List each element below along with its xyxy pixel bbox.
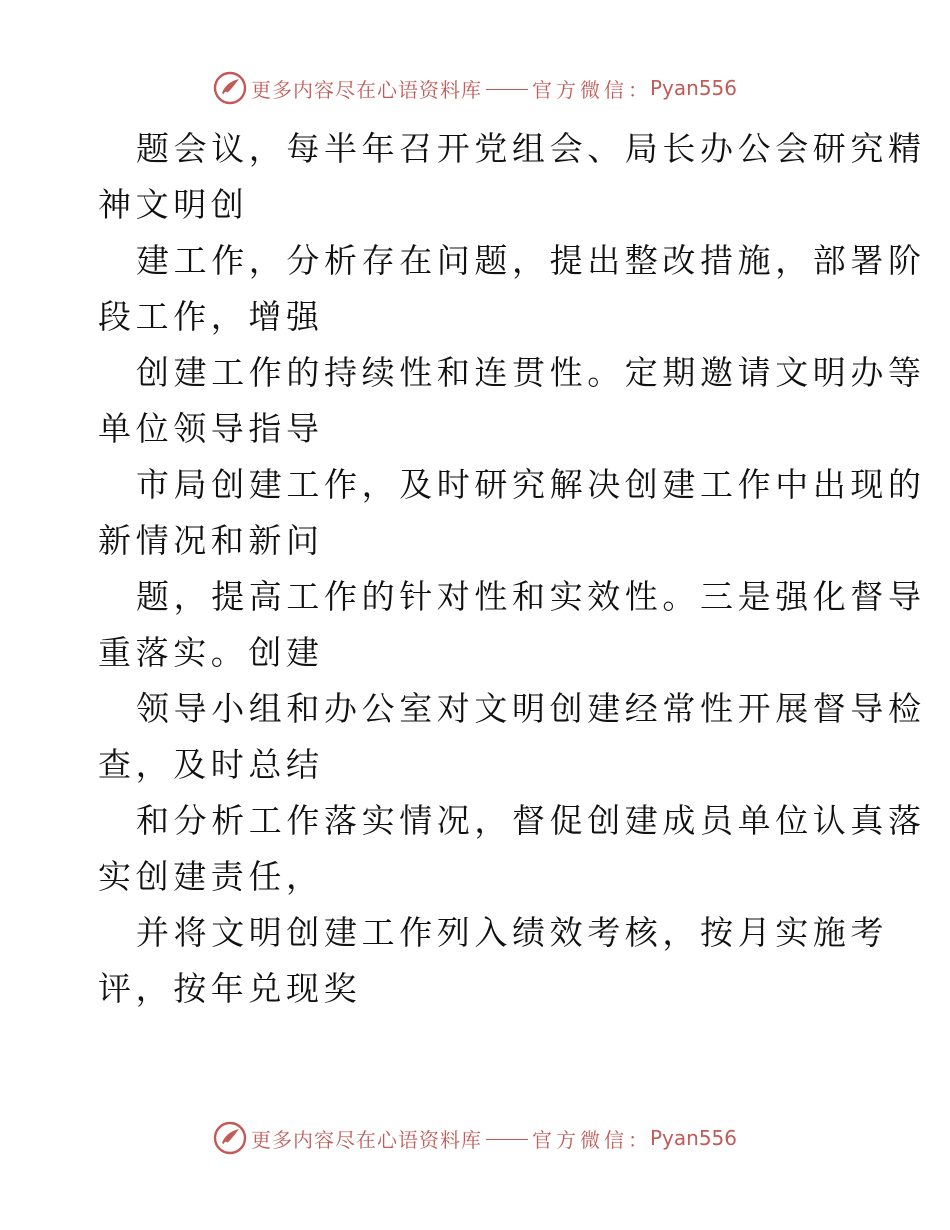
text-line: 建工作，分析存在问题，提出整改措施，部署阶 [136,241,926,280]
text-line: 实创建责任， [98,857,324,896]
paragraph [98,905,888,1017]
header-wechat-label: 官方微信： [531,77,652,102]
footer-dash [486,1139,528,1140]
paragraph [98,681,926,793]
text-line: 题会议，每半年召开党组会、局长办公会研究精 [136,129,926,168]
text-line: 单位领导指导 [98,409,324,448]
header-banner [0,68,950,108]
paragraph [98,569,926,681]
text-line: 查，及时总结 [98,745,324,784]
paragraph [98,121,926,233]
text-line: 新情况和新问 [98,521,324,560]
text-line: 领导小组和办公室对文明创建经常性开展督导检 [136,689,926,728]
text-line: 创建工作的持续性和连贯性。定期邀请文明办等 [136,353,926,392]
brand-logo-icon [213,71,247,105]
footer-wechat-handle: Pyan556 [649,1126,737,1150]
header-promo-text: 更多内容尽在心语资料库 [250,77,482,102]
paragraph [98,345,926,457]
text-line: 和分析工作落实情况，督促创建成员单位认真落 [136,801,926,840]
brand-logo-icon [213,1121,247,1155]
paragraph [98,233,926,345]
document-body [98,121,926,1017]
header-dash [486,89,528,90]
text-line: 评，按年兑现奖 [98,969,362,1008]
text-line: 题，提高工作的针对性和实效性。三是强化督导 [136,577,926,616]
text-line: 段工作，增强 [98,297,324,336]
text-line: 并将文明创建工作列入绩效考核，按月实施考 [136,913,888,952]
footer-promo-text: 更多内容尽在心语资料库 [250,1127,482,1152]
text-line: 市局创建工作，及时研究解决创建工作中出现的 [136,465,926,504]
header-wechat-handle: Pyan556 [649,76,737,100]
paragraph [98,457,926,569]
text-line: 重落实。创建 [98,633,324,672]
paragraph [98,793,926,905]
footer-banner [0,1118,950,1158]
text-line: 神文明创 [98,185,249,224]
footer-wechat-label: 官方微信： [531,1127,652,1152]
